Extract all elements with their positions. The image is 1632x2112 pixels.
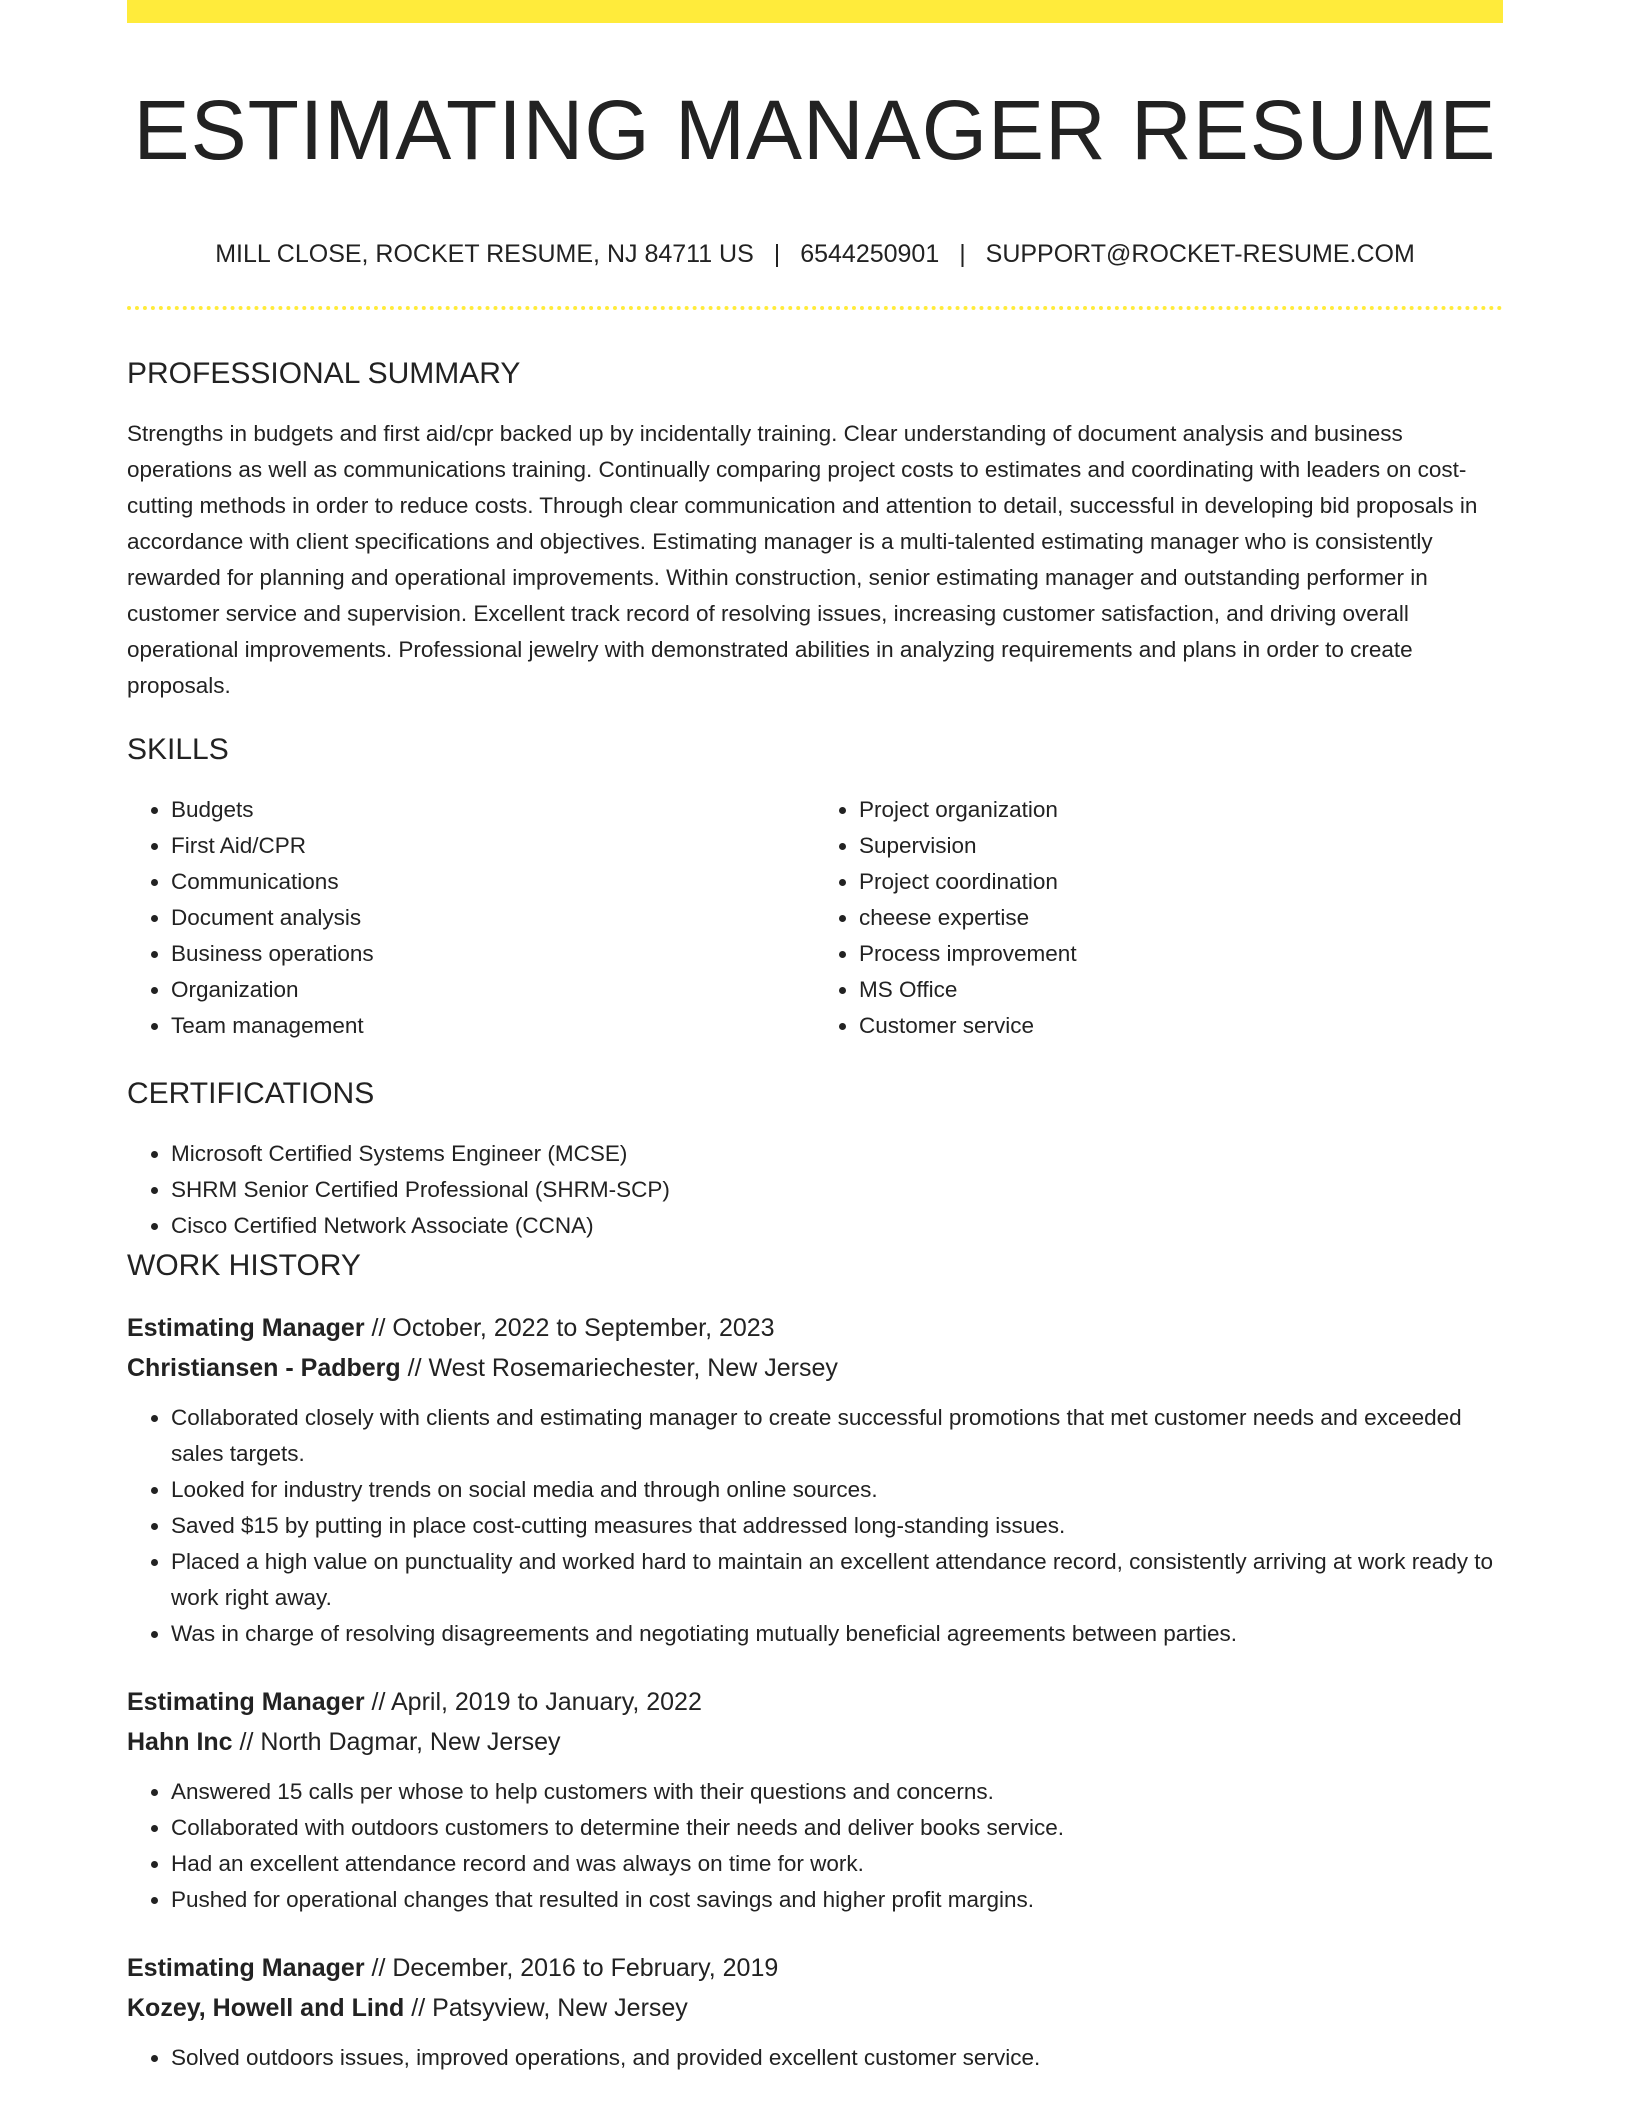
job-separator: // bbox=[371, 1688, 386, 1716]
skills-list-right bbox=[815, 792, 1503, 1044]
job-separator: // bbox=[371, 1314, 386, 1342]
job-dates: April, 2019 to January, 2022 bbox=[391, 1688, 702, 1716]
job-bullets bbox=[127, 2040, 1503, 2076]
contact-address: MILL CLOSE, ROCKET RESUME, NJ 84711 US bbox=[215, 240, 754, 268]
job-role: Estimating Manager bbox=[127, 1314, 365, 1342]
job-company: Kozey, Howell and Lind bbox=[127, 1994, 405, 2022]
skill-item: • Project organization bbox=[859, 792, 1503, 828]
skill-item: • Budgets bbox=[171, 792, 815, 828]
job-company-line bbox=[127, 1988, 1503, 2028]
job-bullet: • Pushed for operational changes that resulted in cost savings and higher profit margins. bbox=[171, 1882, 1503, 1918]
job-bullet: • Solved outdoors issues, improved operations, and provided excellent customer service. bbox=[171, 2040, 1503, 2076]
job-entry bbox=[127, 1682, 1503, 1918]
skill-item: • Organization bbox=[171, 972, 815, 1008]
job-bullet: • Placed a high value on punctuality and worked hard to maintain an excellent attendance record, consistently arriving at work ready to work right away. bbox=[171, 1544, 1503, 1616]
job-bullets bbox=[127, 1400, 1503, 1652]
job-location: Patsyview, New Jersey bbox=[432, 1994, 688, 2022]
job-dates: October, 2022 to September, 2023 bbox=[392, 1314, 775, 1342]
skill-item: • Supervision bbox=[859, 828, 1503, 864]
contact-line bbox=[127, 236, 1503, 272]
skills-heading: SKILLS bbox=[127, 733, 229, 766]
job-title-line bbox=[127, 1682, 1503, 1722]
job-role: Estimating Manager bbox=[127, 1688, 365, 1716]
skills-list-left bbox=[127, 792, 815, 1044]
skill-item: • cheese expertise bbox=[859, 900, 1503, 936]
job-role: Estimating Manager bbox=[127, 1954, 365, 1982]
skill-item: • Team management bbox=[171, 1008, 815, 1044]
summary-text: Strengths in budgets and first aid/cpr backed up by incidentally training. Clear understanding of document analysis and business operations as well as communications training. Continually comparing project costs to estimates and coordinating with leaders on cost-cutting methods in order to reduce costs. Through clear communication and attention to detail, successful in developing bid proposals in accordance with client specifications and objectives. Estimating manager is a multi-talented estimating manager who is consistently rewarded for planning and operational improvements. Within construction, senior estimating manager and outstanding performer in customer service and supervision. Excellent track record of resolving issues, increasing customer satisfaction, and driving overall operational improvements. Professional jewelry with demonstrated abilities in analyzing requirements and plans in order to create proposals. bbox=[127, 421, 1478, 698]
skill-item: • Customer service bbox=[859, 1008, 1503, 1044]
job-dates: December, 2016 to February, 2019 bbox=[392, 1954, 779, 1982]
skill-item: • Business operations bbox=[171, 936, 815, 972]
job-title-line bbox=[127, 1308, 1503, 1348]
top-accent-bar bbox=[127, 0, 1503, 23]
job-separator: // bbox=[407, 1354, 422, 1382]
header-divider bbox=[127, 306, 1503, 310]
job-bullet: • Was in charge of resolving disagreements and negotiating mutually beneficial agreements between parties. bbox=[171, 1616, 1503, 1652]
skill-item: • Project coordination bbox=[859, 864, 1503, 900]
job-bullet: • Saved $15 by putting in place cost-cutting measures that addressed long-standing issues. bbox=[171, 1508, 1503, 1544]
contact-separator: | bbox=[773, 240, 781, 268]
job-entry bbox=[127, 1948, 1503, 2076]
skill-item: • Document analysis bbox=[171, 900, 815, 936]
skill-item: • First Aid/CPR bbox=[171, 828, 815, 864]
job-company: Hahn Inc bbox=[127, 1728, 233, 1756]
job-bullet: • Answered 15 calls per whose to help customers with their questions and concerns. bbox=[171, 1774, 1503, 1810]
summary-section bbox=[127, 352, 1503, 704]
work-history-section bbox=[127, 1244, 1503, 2076]
skills-columns bbox=[127, 792, 1503, 1044]
skill-item: • Process improvement bbox=[859, 936, 1503, 972]
contact-email[interactable]: SUPPORT@ROCKET-RESUME.COM bbox=[985, 240, 1415, 268]
job-separator: // bbox=[239, 1728, 254, 1756]
skill-item: • Communications bbox=[171, 864, 815, 900]
job-bullets bbox=[127, 1774, 1503, 1918]
job-separator: // bbox=[371, 1954, 386, 1982]
certifications-heading: CERTIFICATIONS bbox=[127, 1077, 375, 1110]
contact-phone[interactable]: 6544250901 bbox=[800, 240, 940, 268]
job-location: West Rosemariechester, New Jersey bbox=[428, 1354, 838, 1382]
skills-section bbox=[127, 728, 1503, 1044]
job-bullet: • Collaborated closely with clients and estimating manager to create successful promotions that met customer needs and exceeded sales targets. bbox=[171, 1400, 1503, 1472]
job-bullet: • Collaborated with outdoors customers to determine their needs and deliver books service. bbox=[171, 1810, 1503, 1846]
skill-item: • MS Office bbox=[859, 972, 1503, 1008]
job-entry bbox=[127, 1308, 1503, 1652]
job-company-line bbox=[127, 1348, 1503, 1388]
job-location: North Dagmar, New Jersey bbox=[260, 1728, 561, 1756]
job-title-line bbox=[127, 1948, 1503, 1988]
resume-title: ESTIMATING MANAGER RESUME bbox=[133, 83, 1497, 177]
certifications-section bbox=[127, 1072, 1503, 1244]
certification-item: • Microsoft Certified Systems Engineer (MCSE) bbox=[171, 1136, 1503, 1172]
certifications-list bbox=[127, 1136, 1503, 1244]
job-company: Christiansen - Padberg bbox=[127, 1354, 401, 1382]
resume-body bbox=[127, 352, 1503, 2106]
job-bullet: • Looked for industry trends on social media and through online sources. bbox=[171, 1472, 1503, 1508]
certification-item: • SHRM Senior Certified Professional (SHRM-SCP) bbox=[171, 1172, 1503, 1208]
job-bullet: • Had an excellent attendance record and was always on time for work. bbox=[171, 1846, 1503, 1882]
work-history-heading: WORK HISTORY bbox=[127, 1249, 361, 1282]
summary-heading: PROFESSIONAL SUMMARY bbox=[127, 357, 521, 390]
certification-item: • Cisco Certified Network Associate (CCNA) bbox=[171, 1208, 1503, 1244]
contact-separator: | bbox=[959, 240, 966, 268]
job-separator: // bbox=[411, 1994, 426, 2022]
job-company-line bbox=[127, 1722, 1503, 1762]
